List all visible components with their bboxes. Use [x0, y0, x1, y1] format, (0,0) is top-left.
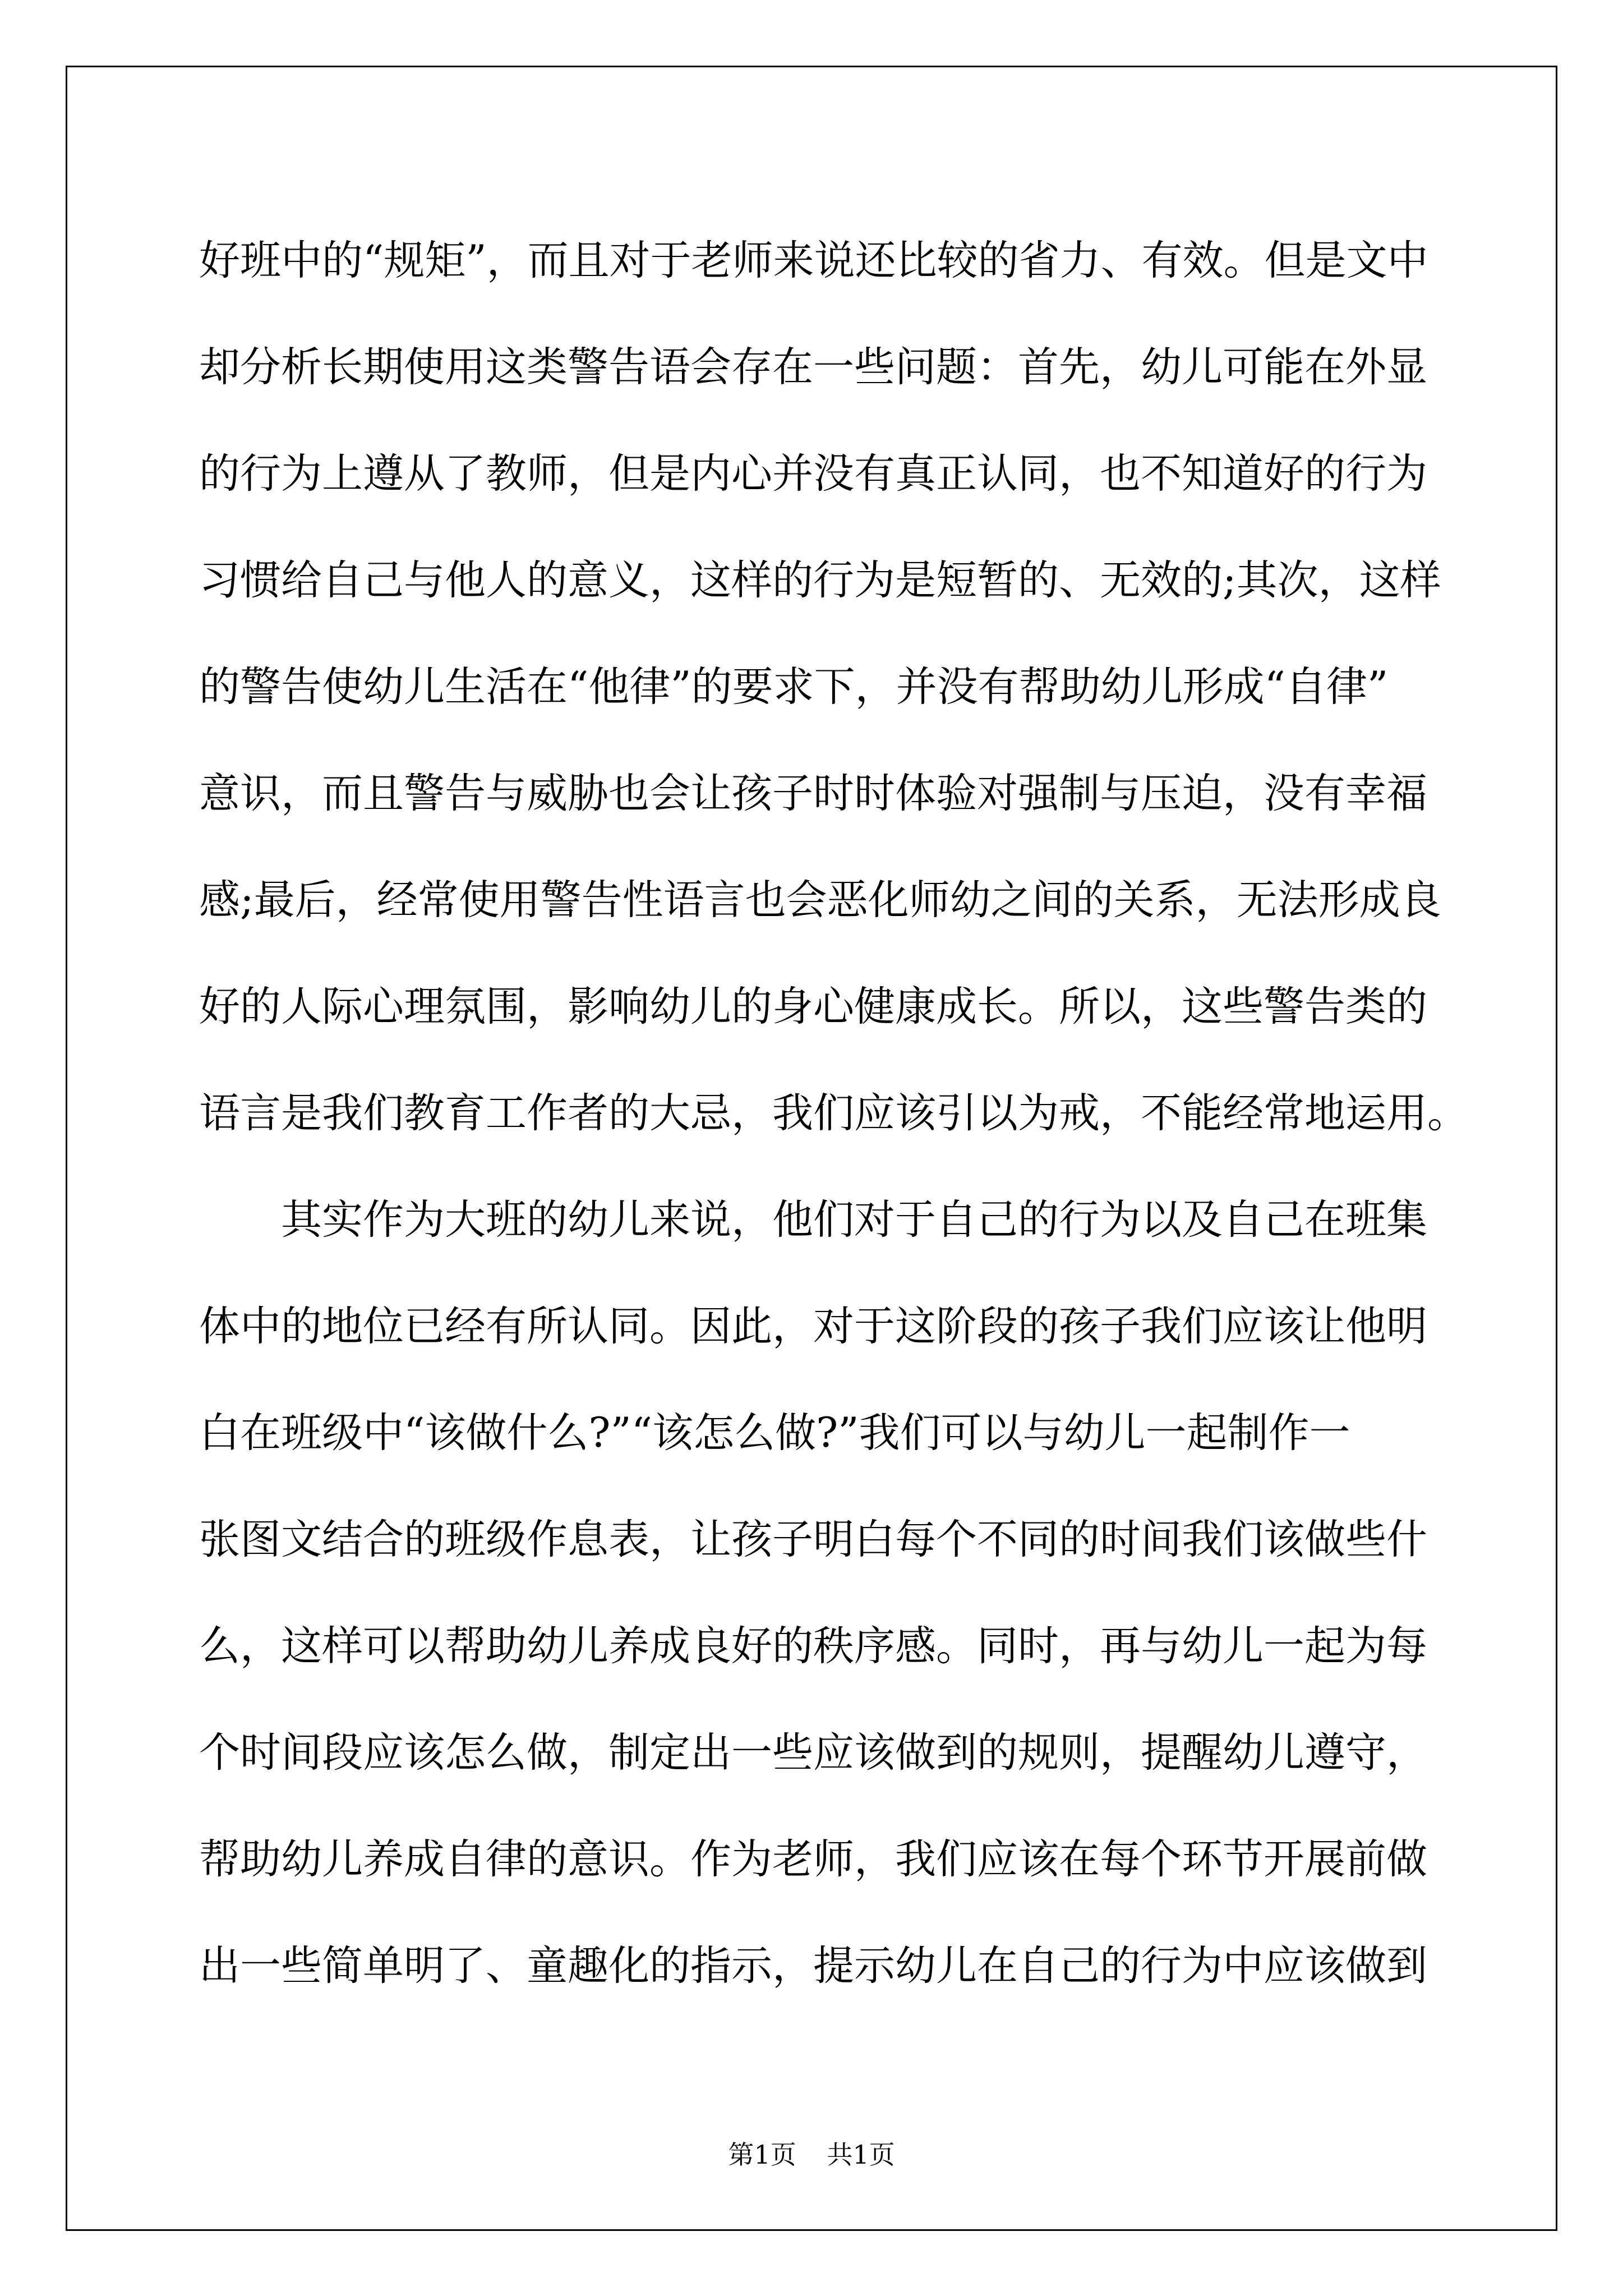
text-line: 语言是我们教育工作者的大忌，我们应该引以为戒，不能经常地运用。	[199, 1089, 1468, 1137]
text-line: 白在班级中“该做什么?”“该怎么做?”我们可以与幼儿一起制作一	[199, 1409, 1350, 1457]
text-line: 张图文结合的班级作息表，让孩子明白每个不同的时间我们该做些什	[199, 1516, 1427, 1563]
text-line: 却分析长期使用这类警告语会存在一些问题：首先，幼儿可能在外显	[199, 343, 1427, 391]
text-line: 意识，而且警告与威胁也会让孩子时时体验对强制与压迫，没有幸福	[199, 770, 1427, 817]
text-line: 帮助幼儿养成自律的意识。作为老师，我们应该在每个环节开展前做	[199, 1835, 1427, 1883]
text-line: 习惯给自己与他人的意义，这样的行为是短暂的、无效的;其次，这样	[199, 556, 1441, 604]
text-line: 个时间段应该怎么做，制定出一些应该做到的规则，提醒幼儿遵守，	[199, 1729, 1427, 1777]
text-line: 的警告使幼儿生活在“他律”的要求下，并没有帮助幼儿形成“自律”	[199, 663, 1389, 711]
text-line: 感;最后，经常使用警告性语言也会恶化师幼之间的关系，无法形成良	[199, 876, 1441, 924]
paragraph-2	[199, 1167, 1433, 2019]
page-number: 第1页	[728, 2139, 796, 2170]
paragraph-1	[199, 208, 1468, 1167]
text-line: 的行为上遵从了教师，但是内心并没有真正认同，也不知道好的行为	[199, 450, 1427, 498]
text-line: 么，这样可以帮助幼儿养成良好的秩序感。同时，再与幼儿一起为每	[199, 1622, 1427, 1670]
text-line: 体中的地位已经有所认同。因此，对于这阶段的孩子我们应该让他明	[199, 1303, 1427, 1350]
text-line: 出一些简单明了、童趣化的指示，提示幼儿在自己的行为中应该做到	[199, 1942, 1427, 1990]
page-footer	[0, 2134, 1623, 2171]
text-line: 其实作为大班的幼儿来说，他们对于自己的行为以及自己在班集	[281, 1196, 1427, 1244]
text-line: 好的人际心理氛围，影响幼儿的身心健康成长。所以，这些警告类的	[199, 983, 1427, 1030]
document-body	[199, 208, 1468, 2019]
page-total: 共1页	[827, 2139, 895, 2170]
text-line: 好班中的“规矩”，而且对于老师来说还比较的省力、有效。但是文中	[199, 237, 1428, 284]
